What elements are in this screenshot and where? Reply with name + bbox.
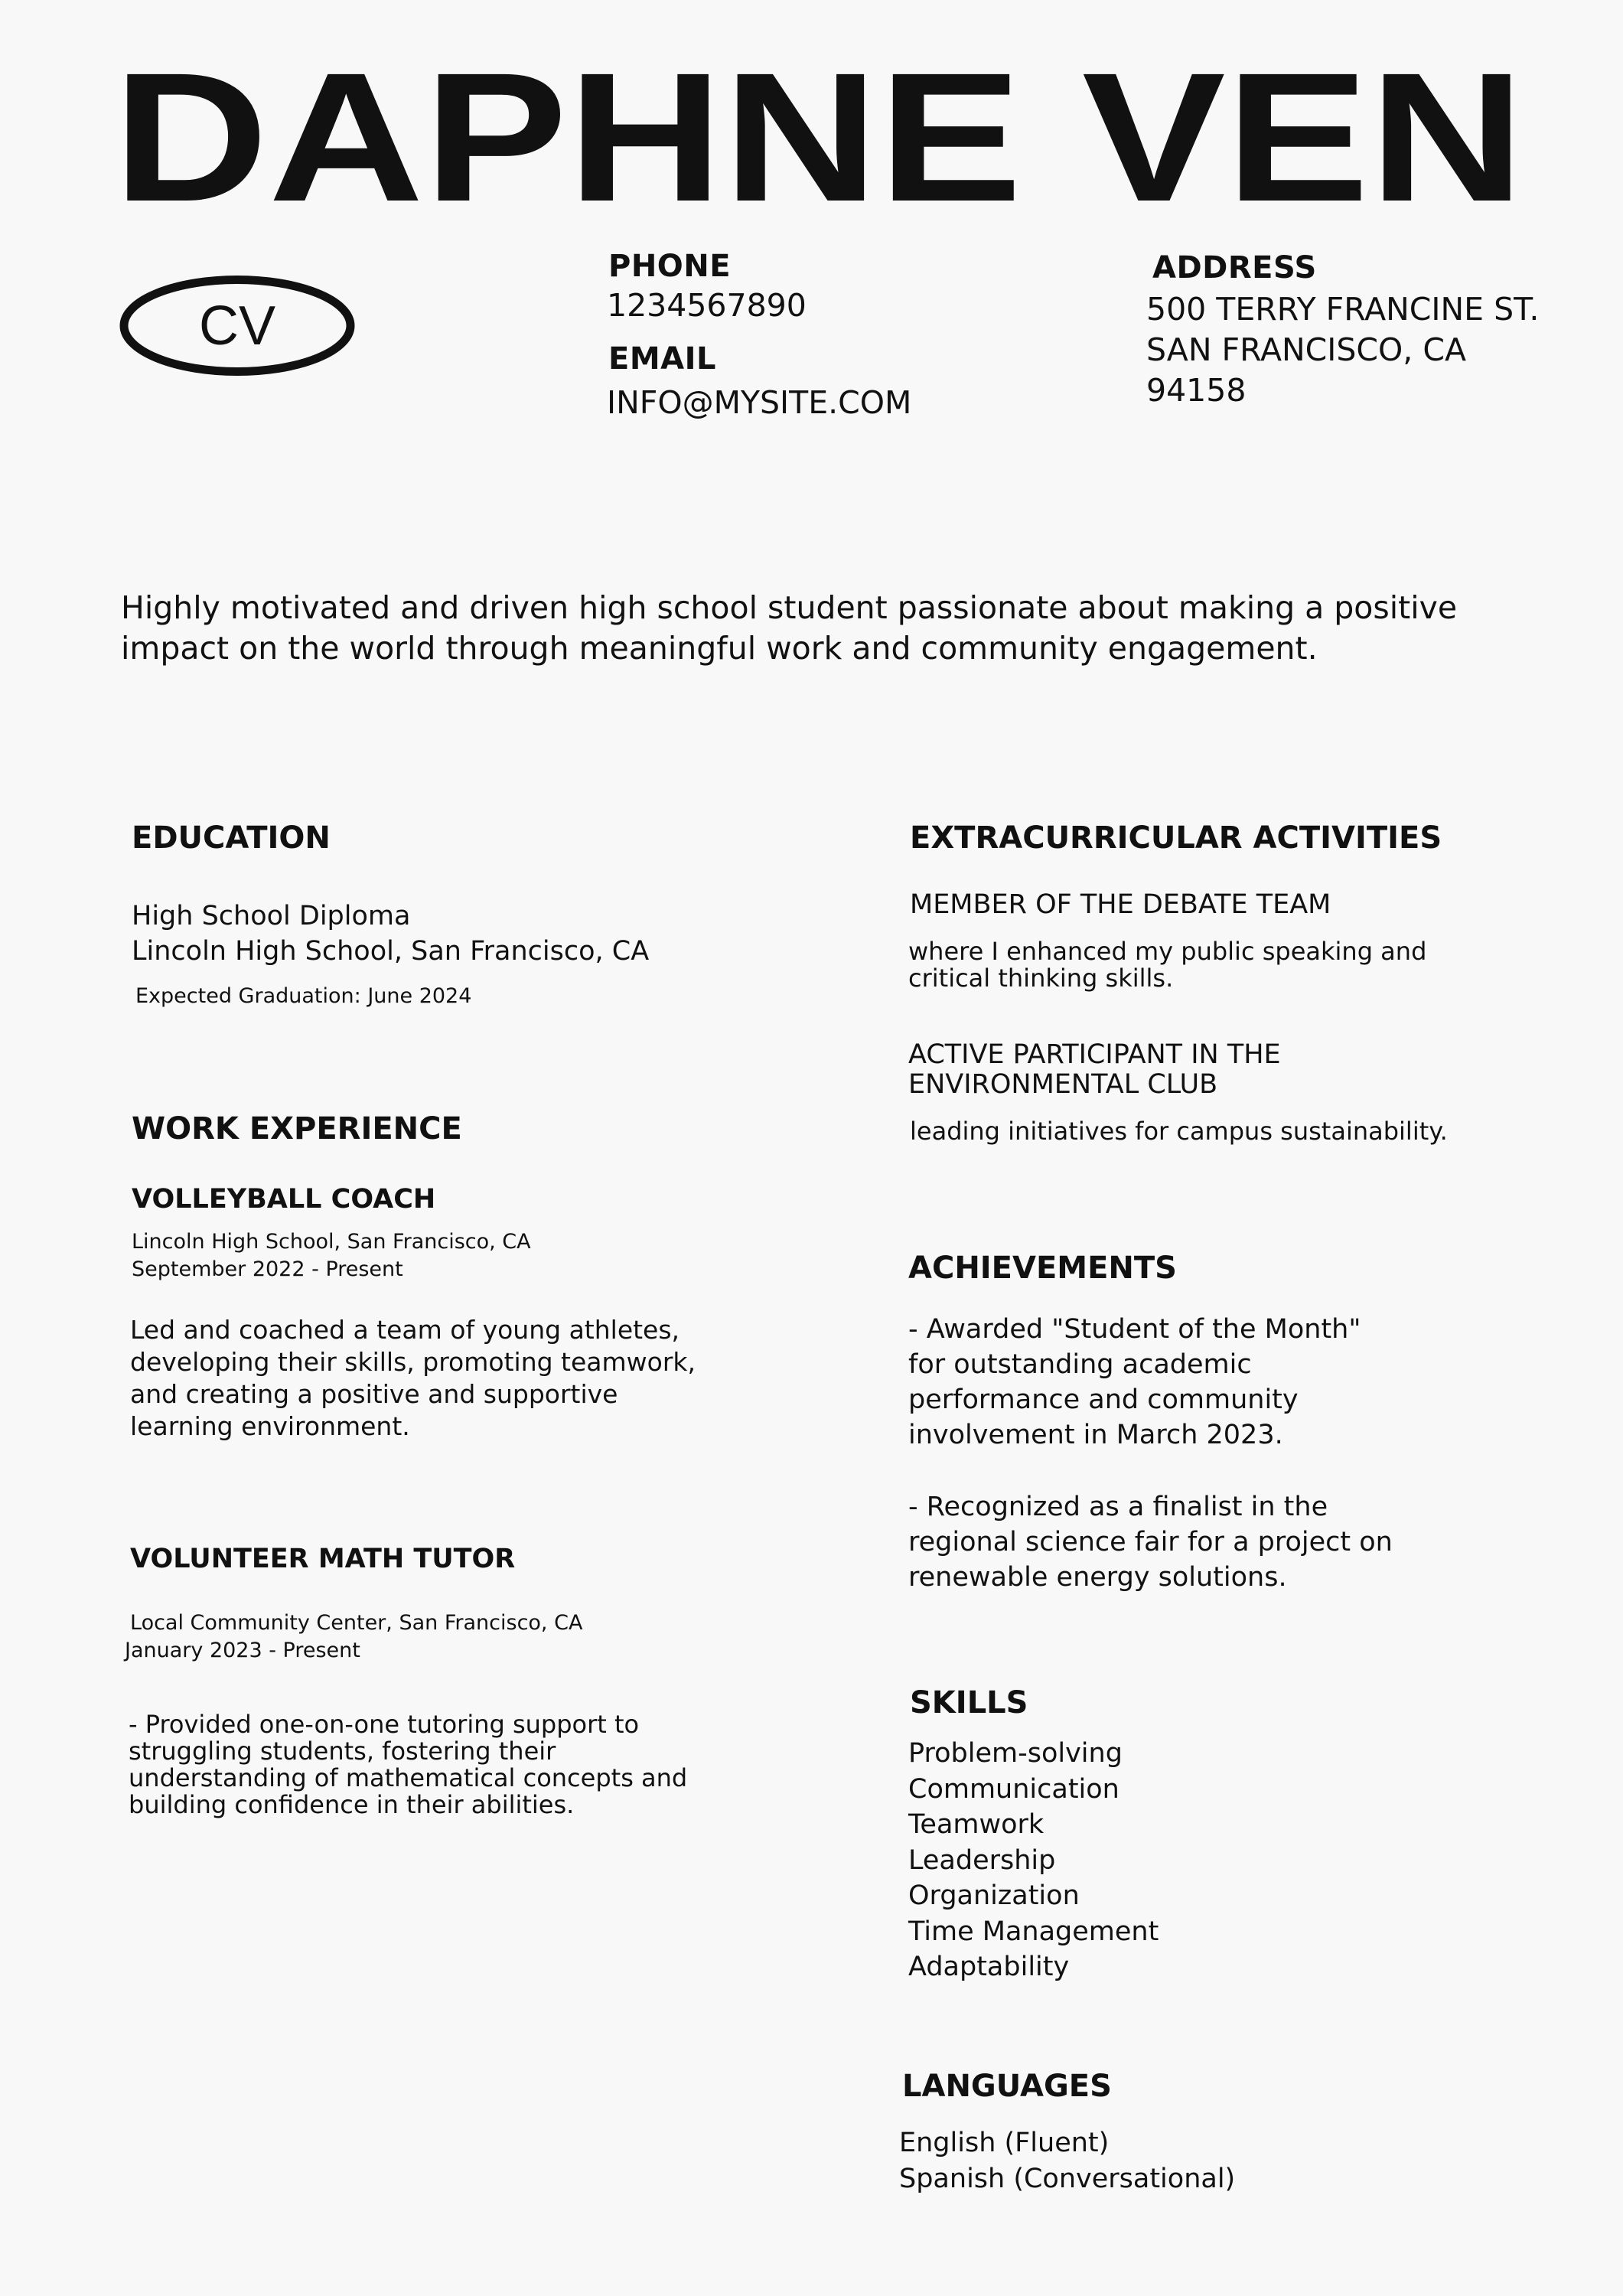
address-label: ADDRESS xyxy=(1152,250,1317,285)
achievement-item: - Awarded "Student of the Month" for outstanding academic performance and community involvement in March 2023. xyxy=(908,1314,1361,1450)
skill-item: Problem-solving xyxy=(908,1738,1123,1769)
address-line: 94158 xyxy=(1146,372,1247,409)
job-place: Lincoln High School, San Francisco, CA xyxy=(132,1230,531,1254)
languages-list xyxy=(899,2125,1235,2197)
achievements-heading: ACHIEVEMENTS xyxy=(908,1251,1177,1286)
languages-heading: LANGUAGES xyxy=(902,2069,1112,2104)
address-block xyxy=(1146,289,1539,411)
education-heading: EDUCATION xyxy=(132,820,331,856)
phone-value: 1234567890 xyxy=(607,287,807,324)
job-place: Local Community Center, San Francisco, CA xyxy=(130,1611,583,1635)
skill-item: Leadership xyxy=(908,1844,1056,1876)
cv-logo xyxy=(119,274,356,377)
education-degree: High School Diploma xyxy=(132,901,411,931)
skill-item: Time Management xyxy=(908,1916,1159,1947)
skill-item: Communication xyxy=(908,1773,1119,1805)
email-value: INFO@MYSITE.COM xyxy=(607,384,912,421)
address-line: SAN FRANCISCO, CA xyxy=(1146,331,1467,368)
summary: Highly motivated and driven high school student passionate about making a positive impact on the world through meaningful work and community engagement. xyxy=(121,589,1458,667)
cv-logo-text: CV xyxy=(198,295,276,357)
extracurricular-heading: EXTRACURRICULAR ACTIVITIES xyxy=(910,820,1442,856)
phone-label: PHONE xyxy=(608,249,732,284)
language-item: English (Fluent) xyxy=(899,2128,1110,2158)
education-graduation: Expected Graduation: June 2024 xyxy=(135,984,472,1008)
skills-list xyxy=(908,1736,1159,1985)
skills-heading: SKILLS xyxy=(910,1685,1028,1720)
activity-title: ACTIVE PARTICIPANT IN THE ENVIRONMENTAL CLUB xyxy=(908,1039,1281,1100)
svg-text:DAPHNE VEN: DAPHNE VEN xyxy=(112,34,1525,230)
activity-description: where I enhanced my public speaking and critical thinking skills. xyxy=(908,937,1427,993)
work-heading: WORK EXPERIENCE xyxy=(132,1111,462,1146)
language-item: Spanish (Conversational) xyxy=(899,2163,1236,2194)
skill-item: Organization xyxy=(908,1880,1080,1911)
job-description: - Provided one-on-one tutoring support to struggling students, fostering their understanding of mathematical concepts and building confidence in their abilities. xyxy=(129,1710,688,1819)
education-school: Lincoln High School, San Francisco, CA xyxy=(132,936,650,967)
skill-item: Teamwork xyxy=(908,1809,1045,1840)
job-title: VOLUNTEER MATH TUTOR xyxy=(130,1544,516,1574)
achievement-item: - Recognized as a finalist in the regional science fair for a project on renewable energy solutions. xyxy=(908,1492,1393,1593)
resume-name xyxy=(107,31,1530,230)
job-title: VOLLEYBALL COACH xyxy=(132,1184,436,1215)
job-description: Led and coached a team of young athletes, developing their skills, promoting teamwork, and creating a positive and supportive learning environment. xyxy=(130,1315,696,1441)
address-line: 500 TERRY FRANCINE ST. xyxy=(1146,291,1540,328)
skill-item: Adaptability xyxy=(908,1952,1070,1982)
email-label: EMAIL xyxy=(608,341,716,377)
activity-title: MEMBER OF THE DEBATE TEAM xyxy=(910,889,1331,920)
activity-description: leading initiatives for campus sustainability. xyxy=(910,1117,1448,1146)
job-dates: September 2022 - Present xyxy=(132,1257,403,1281)
job-dates: January 2023 - Present xyxy=(125,1639,360,1662)
